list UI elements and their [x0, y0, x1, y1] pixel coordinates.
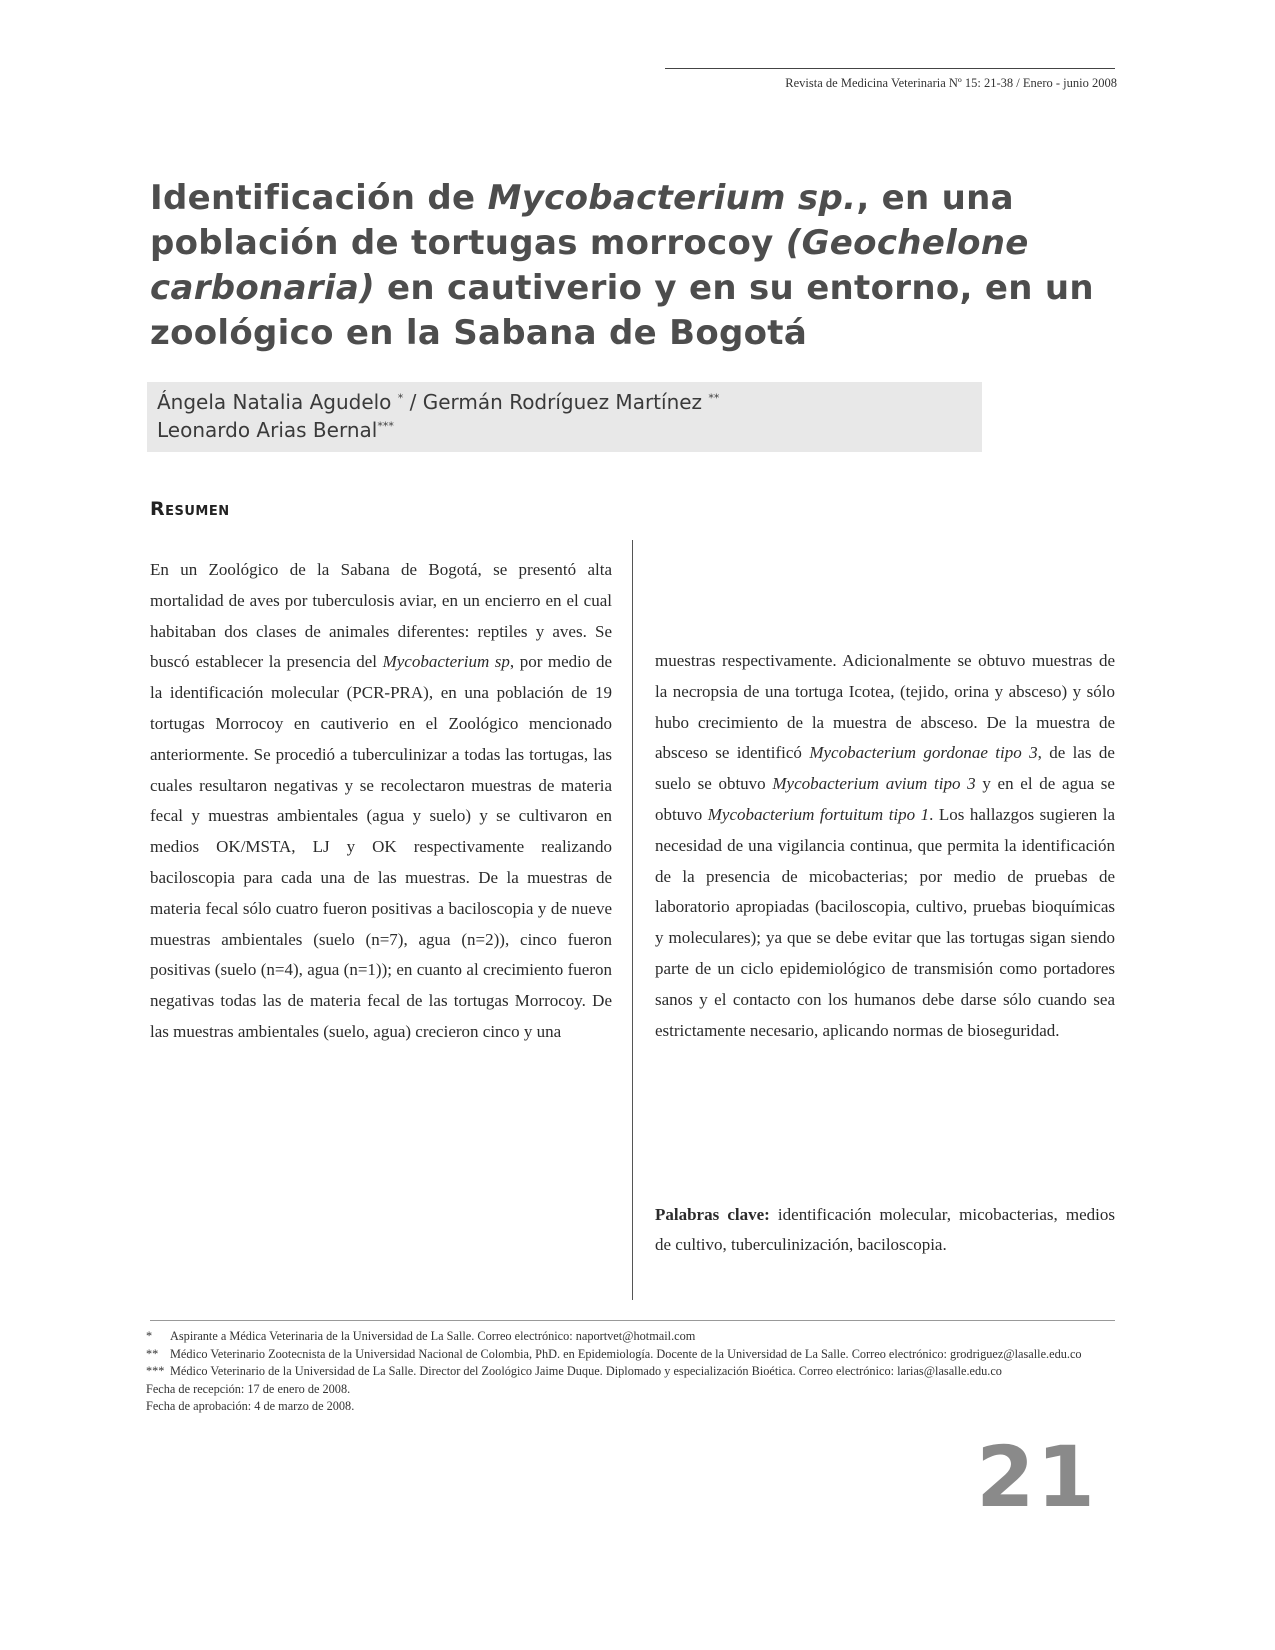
footnote-2-text: Médico Veterinario Zootecnista de la Universidad Nacional de Colombia, PhD. en Epidemiología. Docente de la Universidad de La Salle. Correo electrónico: grodriguez@lasalle.edu.co	[170, 1346, 1082, 1361]
keywords-text: identificación molecular, micobacterias, medios de cultivo, tuberculinización, baciloscopia.	[655, 1205, 1115, 1254]
abstract-left-text-2: , por medio de la identificación molecular (PCR-PRA), en una población de 19 tortugas Morrocoy en cautiverio en el Zoológico mencionado anteriormente. Se procedió a tuberculinizar a todas las tortugas, las cuales resultaron negativas y se recolectaron muestras de materia fecal y muestras ambientales (agua y suelo) y se cultivaron en medios OK/MSTA, LJ y OK respectivamente realizando baciloscopia para cada una de las muestras. De la muestras de materia fecal sólo cuatro fueron positivas a baciloscopia y de nueve muestras ambientales (suelo (n=7), agua (n=2)), cinco fueron positivas (suelo (n=4), agua (n=1)); en cuanto al crecimiento fueron negativas todas las de materia fecal de las tortugas Morrocoy. De las muestras ambientales (suelo, agua) crecieron cinco y una	[150, 652, 612, 1041]
title-italic-2: (Geochelone carbonaria)	[150, 223, 1029, 308]
authors-line-1	[157, 390, 719, 414]
footnote-1	[146, 1328, 1116, 1346]
footnote-1-mark: *	[146, 1329, 153, 1343]
abstract-right-text-2: , de las de suelo se obtuvo	[655, 743, 1115, 794]
abstract-left-text-1: En un Zoológico de la Sabana de Bogotá, se presentó alta mortalidad de aves por tuberculosis aviar, en un encierro en el cual habitaban dos clases de animales diferentes: reptiles y aves. Se buscó establecer la presencia del	[150, 560, 612, 672]
author-2-name: Germán Rodríguez Martínez	[422, 390, 703, 414]
author-1-name: Ángela Natalia Agudelo	[157, 390, 392, 414]
footnotes	[146, 1328, 1116, 1416]
footnote-3-text: Médico Veterinario de la Universidad de La Salle. Director del Zoológico Jaime Duque. Diplomado y especialización Bioética. Correo electrónico: larias@lasalle.edu.co	[170, 1364, 1002, 1378]
title-part-1: Identificación de	[150, 178, 488, 218]
footnote-2	[146, 1346, 1116, 1364]
column-divider	[632, 540, 633, 1300]
reception-date: Fecha de recepción: 17 de enero de 2008.	[146, 1381, 351, 1396]
footnote-3	[146, 1363, 1116, 1381]
abstract-left-italic-1: Mycobacterium sp	[382, 652, 510, 672]
abstract-right-text-4: . Los hallazgos sugieren la necesidad de una vigilancia continua, que permita la identificación de la presencia de micobacterias; por medio de pruebas de laboratorio apropiadas (baciloscopia, cultivo, pruebas bioquímicas y moleculares); ya que se debe evitar que las tortugas sigan siendo parte de un ciclo epidemiológico de transmisión como portadores sanos y el contacto con los humanos debe darse sólo cuando sea estrictamente necesario, aplicando normas de bioseguridad.	[655, 804, 1115, 1040]
header-rule	[665, 68, 1115, 69]
author-3-name: Leonardo Arias Bernal	[157, 418, 378, 442]
abstract-paragraph-right	[655, 646, 1115, 1046]
article-title	[150, 176, 1110, 356]
abstract-column-right	[655, 646, 1115, 1046]
approval-date: Fecha de aprobación: 4 de marzo de 2008.	[146, 1399, 355, 1413]
abstract-right-italic-3: Mycobacterium fortuitum tipo 1	[707, 804, 930, 824]
footnote-3-mark: ***	[146, 1364, 165, 1378]
footnote-1-text: Aspirante a Médica Veterinaria de la Universidad de La Salle. Correo electrónico: naportvet@hotmail.com	[170, 1329, 696, 1343]
abstract-right-text-1: muestras respectivamente. Adicionalmente se obtuvo muestras de la necropsia de una tortuga Icotea, (tejido, orina y absceso) y sólo hubo crecimiento de la muestra de absceso. De la muestra de absceso se identificó	[655, 651, 1115, 763]
author-separator: /	[409, 390, 417, 414]
page-number: 21	[976, 1428, 1097, 1526]
footnote-rule	[150, 1320, 1115, 1321]
author-2-mark: **	[708, 391, 720, 405]
title-part-2: , en una población de tortugas morrocoy	[150, 178, 1014, 263]
author-3-mark: ***	[377, 419, 394, 433]
keywords	[655, 1200, 1115, 1260]
abstract-right-text-3: y en el de agua se obtuvo	[655, 774, 1115, 824]
authors-box	[147, 382, 982, 452]
abstract-right-italic-1: Mycobacterium gordonae tipo 3	[809, 743, 1038, 763]
authors-line-2	[157, 418, 394, 442]
keywords-label: Palabras clave:	[655, 1205, 770, 1224]
abstract-paragraph-left	[150, 555, 612, 1048]
author-1-mark: *	[397, 391, 404, 405]
title-part-3: en cautiverio y en su entorno, en un zoológico en la Sabana de Bogotá	[150, 268, 1094, 353]
footnote-2-mark: **	[146, 1346, 159, 1361]
abstract-column-left	[150, 555, 612, 1048]
running-head: Revista de Medicina Veterinaria Nº 15: 21-38 / Enero - junio 2008	[785, 76, 1117, 90]
abstract-right-italic-2: Mycobacterium avium tipo 3	[772, 774, 976, 794]
title-italic-1: Mycobacterium sp.	[487, 178, 857, 218]
abstract-heading: Resumen	[150, 498, 230, 520]
